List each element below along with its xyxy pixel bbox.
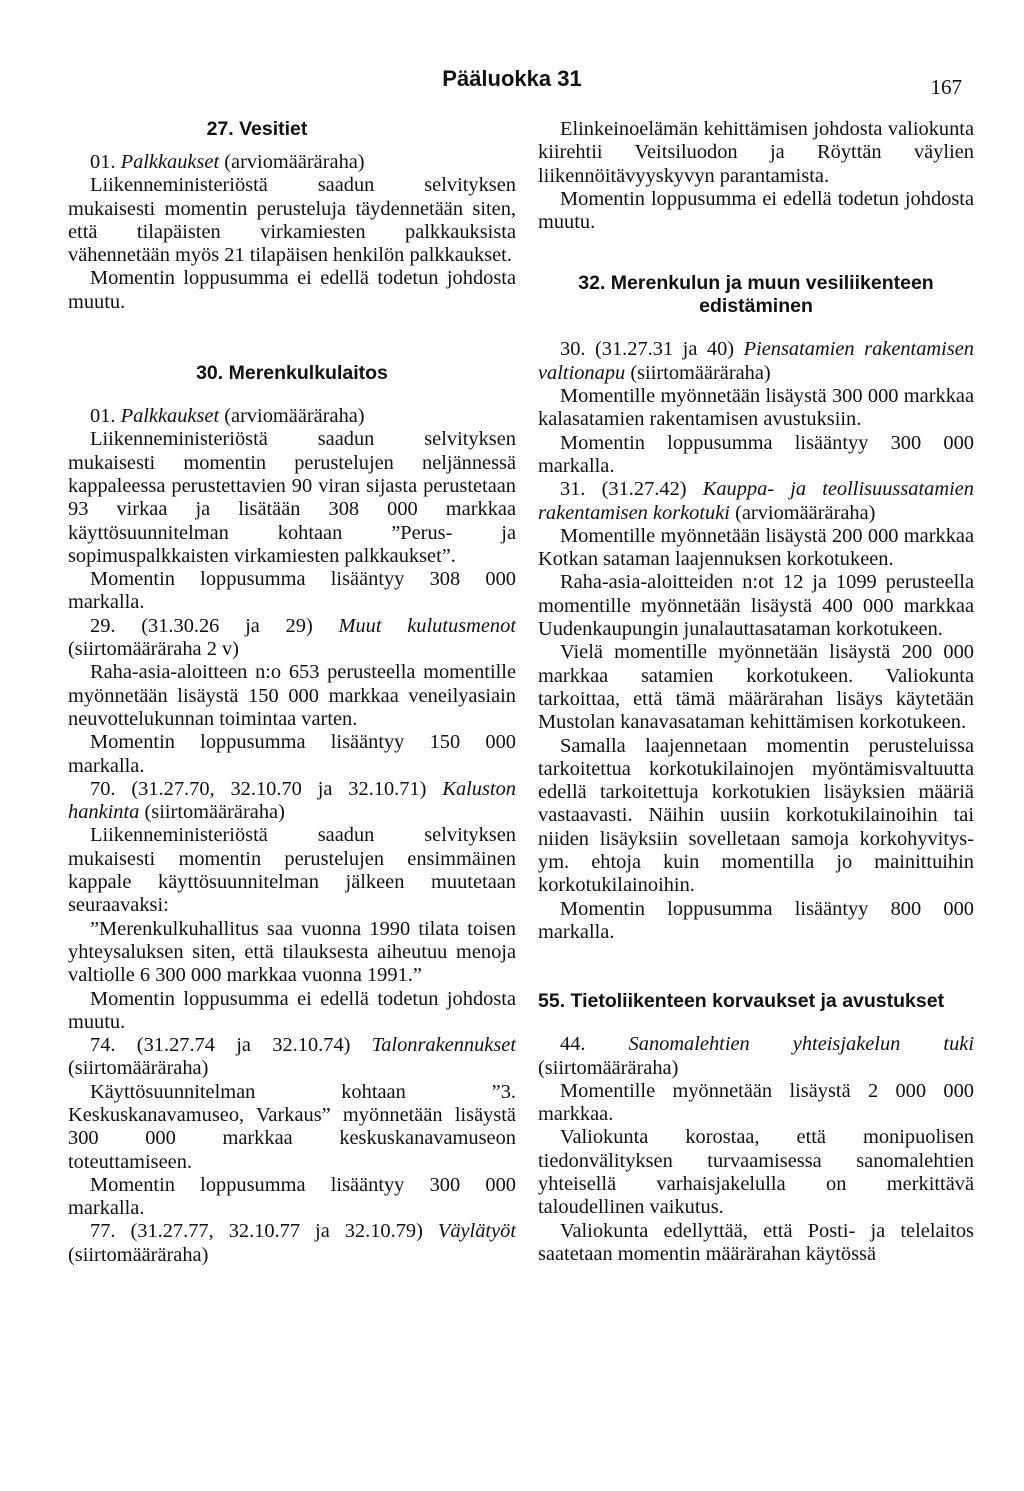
- paragraph: Elinkeinoelämän kehittämisen johdosta valiokunta kiirehtii Veitsiluodon ja Röyttän väylien liikennöitävyyskyvyn parantamista.: [538, 118, 974, 187]
- moment-77-heading: 77. (31.27.77, 32.10.77 ja 32.10.79) Väylätyöt (siirtomääräraha): [68, 1220, 516, 1266]
- moment-29-heading: 29. (31.30.26 ja 29) Muut kulutusmenot (siirtomääräraha 2 v): [68, 614, 516, 661]
- paragraph: Momentille myönnetään lisäystä 300 000 markkaa kalasatamien rakentamisen avustuksiin.: [538, 385, 974, 431]
- moment-74-heading: 74. (31.27.74 ja 32.10.74) Talonrakennukset (siirtomääräraha): [68, 1034, 516, 1080]
- section-27-heading: 27. Vesitiet: [206, 118, 308, 140]
- moment-70-heading: 70. (31.27.70, 32.10.70 ja 32.10.71) Kaluston hankinta (siirtomääräraha): [68, 777, 516, 824]
- paragraph: Momentin loppusumma ei edellä todetun johdosta muutu.: [68, 267, 516, 313]
- paragraph: Liikenneministeriöstä saadun selvityksen mukaisesti momentin perustelujen ensimmäinen kappale käyttösuunnitelman jälkeen muutetaan seuraavaksi:: [68, 824, 516, 917]
- moment-55-44-heading: 44. Sanomalehtien yhteisjakelun tuki (siirtomääräraha): [538, 1033, 974, 1079]
- paragraph: Liikenneministeriöstä saadun selvityksen mukaisesti momentin perusteluja täydennetään siten, että tilapäisten virkamiesten palkkauksista vähennetään myös 21 tilapäisen henkilön palkkaukset.: [68, 174, 516, 267]
- moment-27-01-heading: 01. Palkkaukset (arviomääräraha): [90, 151, 365, 173]
- paragraph: Momentin loppusumma lisääntyy 300 000 markalla.: [68, 1173, 516, 1220]
- section-32-heading: 32. Merenkulun ja muun vesiliikenteen edistäminen: [578, 272, 934, 318]
- paragraph: Raha-asia-aloitteen n:o 653 perusteella momentille myönnetään lisäystä 150 000 markkaa veneilyasiain neuvottelukunnan toimintaa varten.: [68, 661, 516, 730]
- paragraph: Samalla laajennetaan momentin perusteluissa tarkoitettua korkotukilainojen myöntämisvaltuutta edellä tarkoitettuja korkotukien lisäyksien määriä vastaavasti. Näihin uusiin korkotukilainoihin tai niiden lisäyksiin sovelletaan samoja korkohyvitys- ym. ehtoja kuin momentilla jo mainittuihin korkotukilainoihin.: [538, 734, 974, 897]
- paragraph: Momentille myönnetään lisäystä 200 000 markkaa Kotkan sataman laajennuksen korkotukeen.: [538, 524, 974, 571]
- paragraph: Momentin loppusumma lisääntyy 150 000 markalla.: [68, 731, 516, 777]
- paragraph: Valiokunta edellyttää, että Posti- ja telelaitos saatetaan momentin määrärahan käytössä: [538, 1219, 974, 1265]
- paragraph: Momentin loppusumma lisääntyy 800 000 markalla.: [538, 897, 974, 943]
- paragraph: Momentin loppusumma ei edellä todetun johdosta muutu.: [538, 187, 974, 234]
- moment-32-30-heading: 30. (31.27.31 ja 40) Piensatamien rakentamisen valtionapu (siirtomääräraha): [538, 338, 974, 384]
- section-55-heading: 55. Tietoliikenteen korvaukset ja avustukset: [538, 990, 945, 1013]
- running-title: Pääluokka 31: [442, 66, 582, 91]
- paragraph: Vielä momentille myönnetään lisäystä 200 000 markkaa satamien korkotukeen. Valiokunta tarkoittaa, että tämä määrärahan lisäys käytetään Mustolan kanavasataman kehittämisen korkotukeen.: [538, 641, 974, 734]
- paragraph: Momentille myönnetään lisäystä 2 000 000 markkaa.: [538, 1079, 974, 1126]
- paragraph: Momentin loppusumma ei edellä todetun johdosta muutu.: [68, 987, 516, 1033]
- page-number: 167: [930, 75, 962, 99]
- paragraph: Momentin loppusumma lisääntyy 308 000 markalla.: [68, 568, 516, 614]
- left-column: [68, 118, 516, 1267]
- paragraph: Käyttösuunnitelman kohtaan ”3. Keskuskanavamuseo, Varkaus” myönnetään lisäystä 300 000 markkaa keskuskanavamuseon toteuttamiseen.: [68, 1080, 516, 1173]
- quoted-paragraph: ”Merenkulkuhallitus saa vuonna 1990 tilata toisen yhteysaluksen siten, että tilauksesta aiheutuu menoja valtiolle 6 300 000 markkaa vuonna 1991.”: [68, 917, 516, 987]
- moment-30-01-heading: 01. Palkkaukset (arviomääräraha): [90, 405, 365, 428]
- paragraph: Momentin loppusumma lisääntyy 300 000 markalla.: [538, 431, 974, 477]
- section-30-heading: 30. Merenkulkulaitos: [196, 362, 388, 385]
- right-column: [538, 118, 974, 1266]
- moment-32-31-heading: 31. (31.27.42) Kauppa- ja teollisuussatamien rakentamisen korkotuki (arviomääräraha): [538, 478, 974, 524]
- paragraph: Raha-asia-aloitteiden n:ot 12 ja 1099 perusteella momentille myönnetään lisäystä 400 000 markkaa Uudenkaupungin junalauttasataman korkotukeen.: [538, 571, 974, 641]
- paragraph: Valiokunta korostaa, että monipuolisen tiedonvälityksen turvaamisessa sanomalehtien yhteisellä varhaisjakelulla on merkittävä taloudellinen vaikutus.: [538, 1126, 974, 1219]
- paragraph: Liikenneministeriöstä saadun selvityksen mukaisesti momentin perustelujen neljännessä kappaleessa perustettavien 90 viran sijasta perustetaan 93 virkaa ja lisätään 308 000 markkaa käyttösuunnitelman kohtaan ”Perus- ja sopimuspalkkaisten virkamiesten palkkaukset”.: [68, 428, 516, 567]
